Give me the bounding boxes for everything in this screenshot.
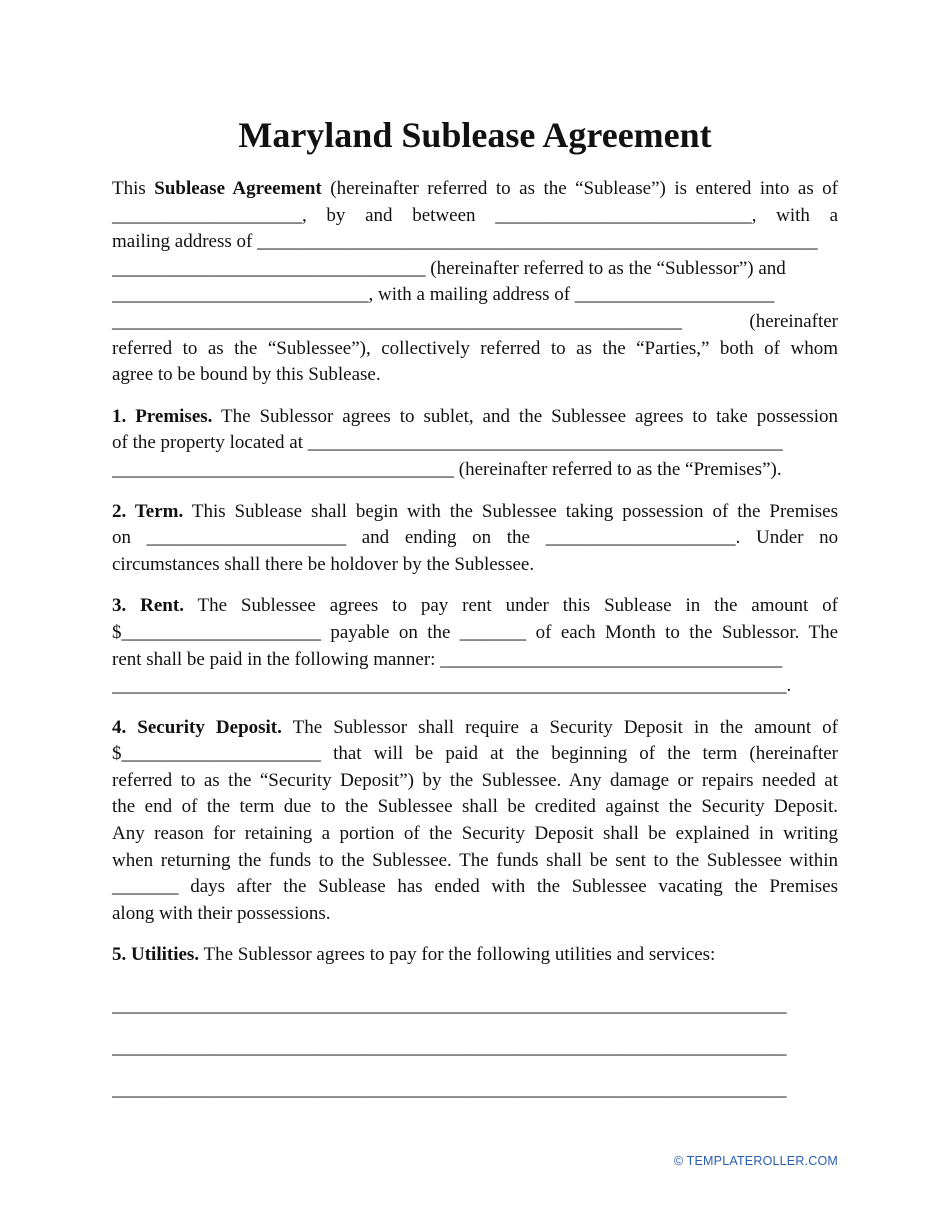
rent-amount-line[interactable]: $_____________________ payable on the _______ of each Month to the Sublessor. The [112,621,838,643]
section-line [112,499,838,526]
section-text: The Sublessee agrees to pay rent under this Sublease in the amount of [183,595,838,617]
section-line: along with their possessions. [112,902,331,924]
section-premises [112,404,838,484]
sublessor-address-line[interactable]: mailing address of ___________________________________________________________ [112,231,818,253]
utility-blank-line[interactable]: _______________________________________________________________________ [112,995,787,1017]
section-text: the [506,527,530,549]
section-line [112,593,838,620]
section-heading: 2. Term. [112,500,184,522]
section-heading: 1. Premises. [112,405,213,427]
section-text: ending [404,527,457,549]
end-date-blank[interactable]: ____________________. [545,527,741,549]
section-rent [112,593,838,699]
section-line: when returning the funds to the Sublessee. The funds shall be sent to the Sublessee within [112,849,838,871]
section-line [112,715,838,742]
section-text: on [112,527,131,549]
sublessee-name-line[interactable]: ___________________________, with a mailing address of _____________________ [112,284,775,306]
deposit-days-line[interactable]: _______ days after the Sublease has ended with the Sublessee vacating the Premises [112,876,838,898]
intro-line: referred to as the “Sublessee”), collectively referred to as the “Parties,” both of whom [112,337,838,359]
intro-paragraph [112,176,838,389]
utility-blank-line[interactable]: _______________________________________________________________________ [112,1079,787,1101]
section-text: Under [756,527,804,549]
intro-text: and [365,204,393,226]
intro-text: between [412,204,476,226]
section-text: no [819,527,839,549]
section-text: The Sublessor agrees to sublet, and the Sublessee agrees to take possession [212,405,838,427]
section-heading: 4. Security Deposit. [112,716,282,738]
section-text: and [361,527,390,549]
intro-text: a [829,204,838,226]
intro-line [112,176,838,203]
start-date-blank[interactable]: _____________________ [146,527,347,549]
section-text: The Sublessor shall require a Security Deposit in the amount of [281,716,838,738]
section-line: the end of the term due to the Sublessee shall be credited against the Security Deposit. [112,796,838,818]
intro-text: by [326,204,346,226]
rent-manner-line[interactable]: rent shall be paid in the following manner: ____________________________________ [112,648,783,670]
section-line: referred to as the “Security Deposit”) by the Sublessee. Any damage or repairs needed at [112,769,838,791]
premises-address-line[interactable]: ____________________________________ (hereinafter referred to as the “Premises”). [112,458,782,480]
intro-line: agree to be bound by this Sublease. [112,364,381,386]
term-dates-line [112,525,838,552]
section-line [112,942,838,969]
section-text: on [472,527,492,549]
intro-text: (hereinafter referred to as the “Sublease”) is entered into as of [321,178,839,199]
document-body [112,112,838,1111]
sublessee-address-line [112,309,838,336]
premises-address-line[interactable]: of the property located at __________________________________________________ [112,432,783,454]
section-line: Any reason for retaining a portion of the Security Deposit shall be explained in writing [112,823,838,845]
intro-line [112,203,838,230]
date-blank[interactable]: ____________________, [112,204,307,226]
section-heading: 3. Rent. [112,595,184,617]
footer-credit-link[interactable]: © TEMPLATEROLLER.COM [673,1154,838,1168]
section-text: The Sublessor agrees to pay for the following utilities and services: [199,944,716,966]
utility-blank-line[interactable]: _______________________________________________________________________ [112,1037,787,1059]
intro-text: This [112,178,155,199]
section-heading: 5. Utilities. [112,944,200,966]
sublessor-name-blank[interactable]: ___________________________, [495,204,757,226]
agreement-name: Sublease Agreement [154,178,322,199]
utilities-lines [112,985,838,1111]
intro-text: (hereinafter [749,310,838,332]
sublessor-address-line[interactable]: _________________________________ (hereinafter referred to as the “Sublessor”) and [112,257,786,279]
section-line [112,404,838,431]
document-title: Maryland Sublease Agreement [238,115,712,155]
section-text: This Sublease shall begin with the Sublessee taking possession of the Premises [183,500,839,522]
sublessee-address-blank[interactable]: ____________________________________________________________ [112,310,682,332]
section-term [112,499,838,579]
section-security-deposit [112,715,838,928]
deposit-amount-line[interactable]: $_____________________ that will be paid at the beginning of the term (hereinafter [112,743,838,765]
section-utilities [112,942,838,1111]
rent-manner-line[interactable]: _______________________________________________________________________. [112,675,792,697]
intro-text: with [776,204,810,226]
section-line: circumstances shall there be holdover by the Sublessee. [112,553,535,575]
